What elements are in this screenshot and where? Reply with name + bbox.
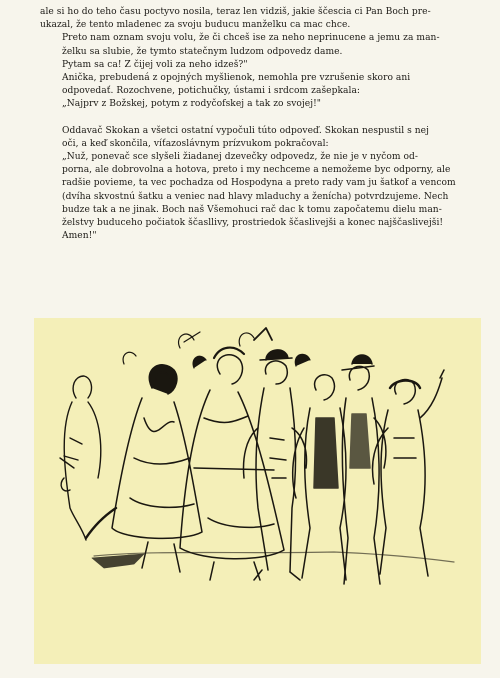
paragraph-1 — [40, 6, 480, 32]
text-line: „Nuž, ponevač sce slyšeli žiadanej dzevečky odpovedz, že nie je v nyčom od- — [62, 152, 419, 163]
paragraph-4 — [40, 72, 480, 98]
text-line: Pytam sa ca! Z čijej voli za neho idzeš?" — [62, 59, 248, 70]
text-line: ukazal, že tento mladenec za svoju buducu manželku ca mac chce. — [40, 20, 351, 31]
wedding-procession-illustration — [34, 318, 481, 664]
text-line: Preto nam oznam svoju volu, že či chceš ise za neho neprinucene a jemu za man- — [62, 33, 440, 44]
text-line: oči, a keď skončila, víťazoslávnym prízvukom pokračoval: — [62, 138, 329, 149]
figure-man-vest — [293, 375, 346, 580]
text-line: radšie povieme, ta vec pochadza od Hospodyna a preto rady vam ju šatkof a vencom — [62, 178, 456, 189]
text-line: želku sa slubie, že tymto statečnym ludzom odpovedz dame. — [62, 46, 343, 57]
text-line: ale si ho do teho času poctyvo nosila, teraz len vidziš, jakie ščescia ci Pan Boch pre- — [40, 7, 431, 17]
text-line: budze tak a ne jinak. Boch naš Všemohuci rač dac k tomu započatemu dielu man- — [62, 204, 442, 215]
figure-groom-center — [244, 350, 307, 580]
text-line: Anička, prebudená z opojných myšlienok, nemohla pre vzrušenie skoro ani — [62, 73, 411, 84]
paragraph-7 — [40, 151, 480, 243]
text-line: porna, ale dobrovolna a hotova, preto i my nechceme a nemožeme byc odporny, ale — [62, 165, 451, 176]
text-line: odpovedať. Rozochvene, potichučky, ústami i srdcom zašepkala: — [62, 86, 361, 97]
body-text — [40, 6, 480, 243]
paragraph-3 — [40, 59, 480, 72]
figure-bride-center — [180, 348, 284, 580]
text-line: Amen!" — [62, 231, 97, 242]
ink-sketch — [34, 318, 481, 664]
figure-bride-left — [86, 365, 202, 572]
paragraph-5 — [40, 98, 480, 111]
text-line: „Najprv z Božskej, potym z rodyčofskej a tak zo svojej!" — [62, 99, 322, 110]
paragraph-6 — [40, 125, 480, 151]
paragraph-2 — [40, 32, 480, 58]
text-line: (dvíha skvostnú šatku a veniec nad hlavy mladuchy a ženícha) potvrdzujeme. Nech — [62, 191, 449, 202]
figure-man-hat — [342, 355, 386, 584]
figure-left — [60, 376, 101, 540]
text-line: Oddavač Skokan a všetci ostatní vypočuli túto odpoveď. Skokan nespustil s nej — [62, 125, 429, 136]
figure-man-right — [373, 370, 444, 576]
text-line: želstvy buduceho počiatok ščasllivy, prostriedok ščaslivejši a konec najščaslivejši! — [62, 218, 444, 229]
